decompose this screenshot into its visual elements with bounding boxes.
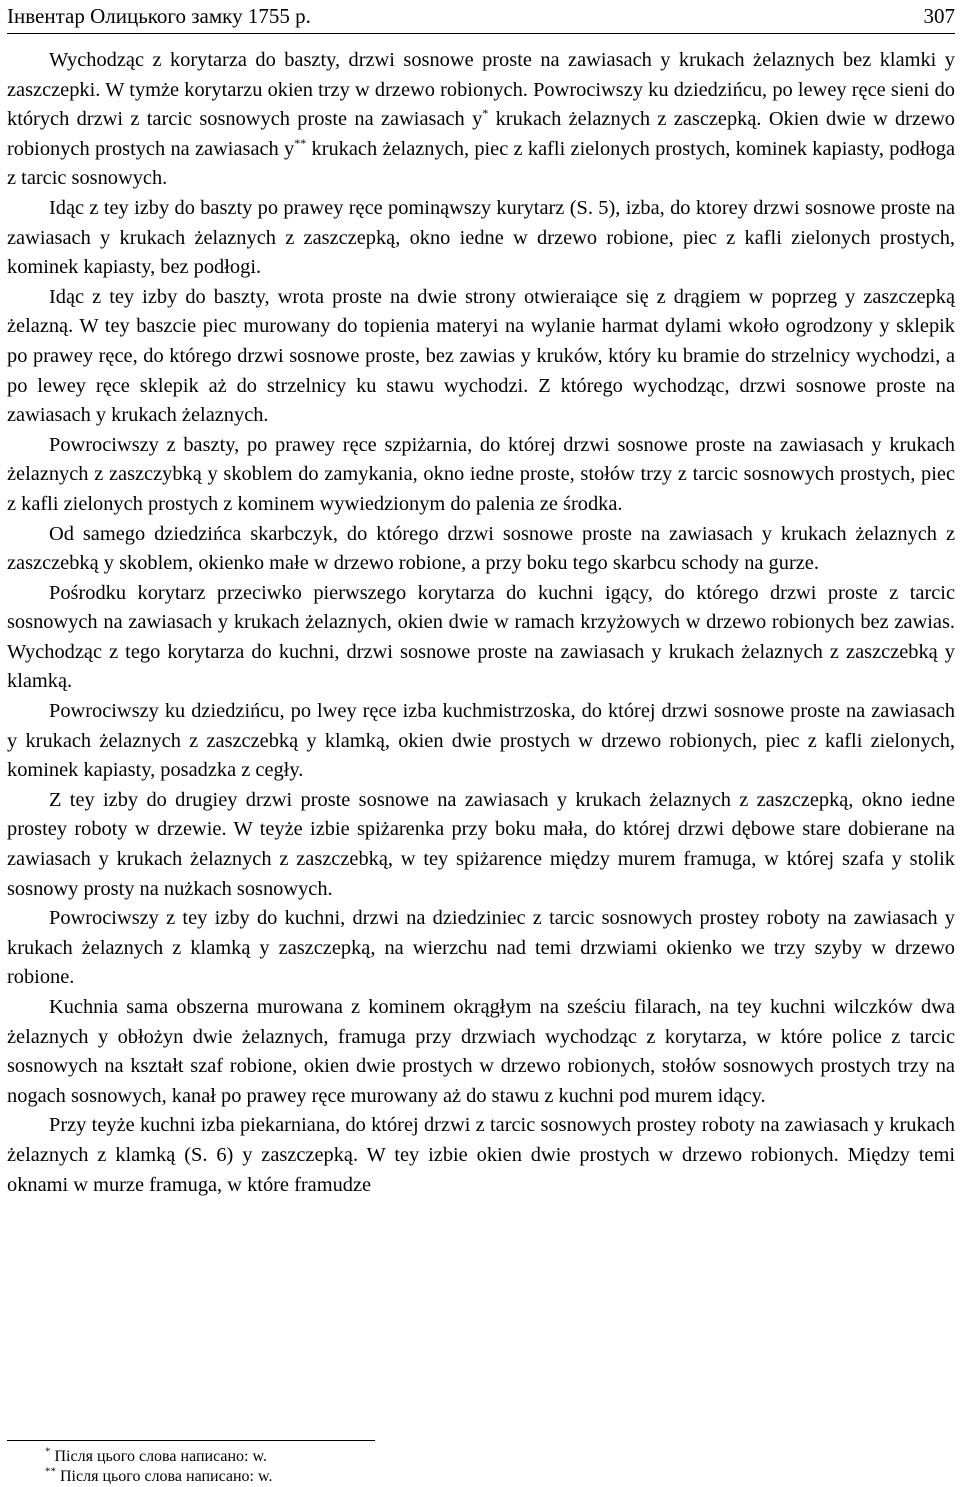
page [7, 0, 955, 1200]
footnote-rule [7, 1440, 375, 1441]
footnote-ref-1: * [482, 106, 489, 121]
paragraph-8: Z tey izby do drugiey drzwi proste sosnowe na zawiasach y krukach żelaznych z zaszczepką, okno iedne prostey roboty w drzewie. W teyże izbie spiżarenka przy boku mała, do której drzwi dębowe stare dobierane na zawiasach y krukach żelaznych z zaszczebką, w tey spiżarence między murem framuga, w której szafa y stolik sosnowy prosty na nużkach sosnowych. [7, 788, 955, 900]
footnote-ref-2: ** [294, 135, 307, 150]
running-header [7, 0, 955, 36]
footnote-1-mark: * [45, 1445, 51, 1458]
paragraph-10: Kuchnia sama obszerna murowana z kominem okrągłym na sześciu filarach, na tey kuchni wilczków dwa żelaznych y obłożyn dwie żelaznych, framuga przy drzwiach wychodząc z korytarza, w które police z tarcic sosnowych na kształt szaf robione, okien dwie prostych w drzewo robionych, stołów sosnowych prostych trzy na nogach sosnowych, kanał po prawey ręce murowany aż do stawu z kuchni pod murem idący. [7, 996, 955, 1107]
paragraph-1-segment-3: krukach żelaznych, piec z kafli zielonych prostych, kominek kapiasty, podłoga z tarcic sosnowych. [7, 137, 955, 190]
footnote-1-text: Після цього слова написано: w. [50, 1448, 267, 1465]
footnote-1 [45, 1447, 267, 1467]
paragraph-1 [7, 46, 955, 194]
paragraph-6: Pośrodku korytarz przeciwko pierwszego korytarza do kuchni igący, do którego drzwi proste z tarcic sosnowych na zawiasach y krukach żelaznych, okien dwie w ramach krzyżowych w drzewo robionych bez zawias. Wychodząc z tego korytarza do kuchni, drzwi sosnowe proste na zawiasach y krukach żelaznych z zaszczebką y klamką. [7, 581, 955, 693]
paragraph-1-segment-1: Wychodząc z korytarza do baszty, drzwi sosnowe proste na zawiasach y krukach żelaznych bez klamki y zaszczepki. W tymże korytarzu okien trzy w drzewo robionych. Powrociwszy ku dziedzińcu, po lewey ręce sieni do których drzwi z tarcic sosnowych proste na zawiasach y [7, 49, 955, 131]
paragraph-2: Idąc z tey izby do baszty po prawey ręce pominąwszy kurytarz (S. 5), izba, do ktorey drzwi sosnowe proste na zawiasach y krukach żelaznych z zaszczepką, okno iedne w drzewo robione, piec z kafli zielonych prostych, kominek kapiasty, bez podłogi. [7, 196, 955, 279]
page-number: 307 [923, 4, 955, 28]
paragraph-3: Idąc z tey izby do baszty, wrota proste na dwie strony otwieraiące się z drągiem w poprzeg y zaszczepką żelazną. W tey baszcie piec murowany do topienia materyi na wylanie harmat dylami wkoło ogrodzony y sklepik po prawey ręce, do którego drzwi sosnowe proste, bez zawias y kruków, który ku bramie do strzelnicy wychodzi, a po lewey ręce sklepik aż do strzelnicy ku stawu wychodzi. Z którego wychodząc, drzwi sosnowe proste na zawiasach y krukach żelaznych. [7, 285, 955, 427]
footnote-2-text: Після цього слова написано: w. [56, 1468, 273, 1485]
paragraph-1-segment-2: krukach żelaznych z zasczepką. Okien dwie w drzewo robionych prostych na zawiasach y [7, 108, 955, 160]
paragraph-4: Powrociwszy z baszty, po prawey ręce szpiżarnia, do której drzwi sosnowe proste na zawiasach y krukach żelaznych z zaszczybką y skoblem do zamykania, okno iedne proste, stołów trzy z tarcic sosnowych prostych, piec z kafli zielonych prostych z kominem wywiedzionym do palenia ze środka. [7, 433, 955, 515]
running-header-title: Інвентар Олицького замку 1755 р. [7, 4, 311, 28]
paragraph-5: Od samego dziedzińca skarbczyk, do którego drzwi sosnowe proste na zawiasach y krukach żelaznych z zaszczebką y skoblem, okienko małe w drzewo robione, a przy boku tego skarbcu schody na gurze. [7, 522, 955, 575]
footnote-2 [45, 1467, 273, 1487]
footnote-2-mark: ** [45, 1465, 56, 1478]
body-text [7, 46, 955, 1200]
header-rule [7, 33, 955, 34]
paragraph-11: Przy teyże kuchni izba piekarniana, do której drzwi z tarcic sosnowych prostey roboty na zawiasach y krukach żelaznych z klamką (S. 6) y zaszczepką. W tey izbie okien dwie prostych w drzewo robionych. Między temi oknami w murze framuga, w które framudze [7, 1114, 955, 1196]
paragraph-7: Powrociwszy ku dziedzińcu, po lwey ręce izba kuchmistrzoska, do której drzwi sosnowe proste na zawiasach y krukach żelaznych z zaszczebką y klamką, okien dwie prostych w drzewo robionych, piec z kafli zielonych, kominek kapiasty, posadzka z cegły. [7, 700, 955, 782]
paragraph-9: Powrociwszy z tey izby do kuchni, drzwi na dziedziniec z tarcic sosnowych prostey roboty na zawiasach y krukach żelaznych z klamką y zaszczepką, na wierzchu nad temi drzwiami okienko we trzy szyby w drzewo robione. [7, 907, 955, 989]
